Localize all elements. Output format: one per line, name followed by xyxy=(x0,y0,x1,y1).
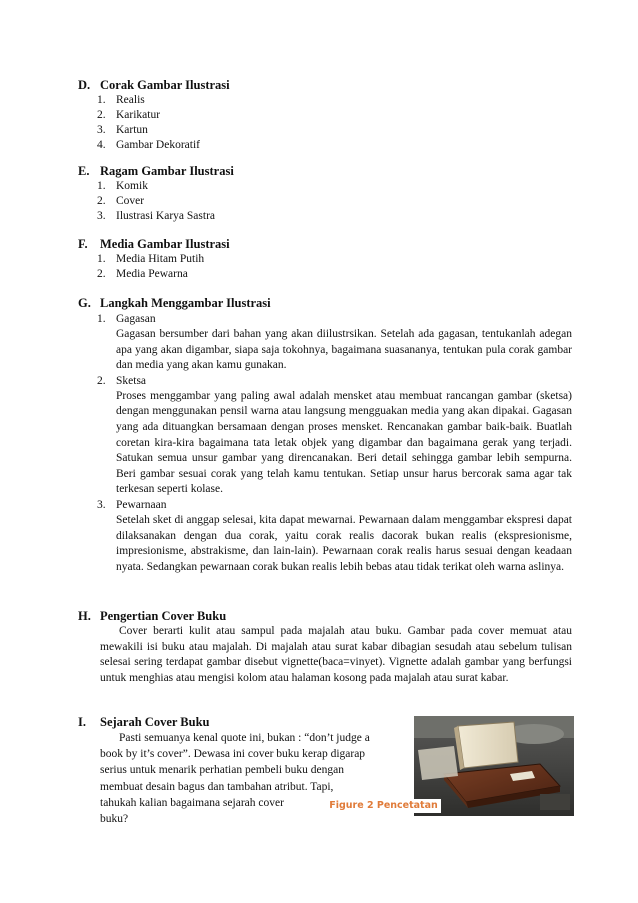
section-d-letter: D. xyxy=(78,78,91,92)
section-f xyxy=(78,237,572,282)
section-f-list xyxy=(78,252,572,282)
section-i-letter: I. xyxy=(78,715,86,729)
section-e-letter: E. xyxy=(78,164,90,178)
section-h-heading xyxy=(78,609,572,624)
section-d-title: Corak Gambar Ilustrasi xyxy=(100,78,230,92)
section-f-title: Media Gambar Ilustrasi xyxy=(100,237,230,251)
section-d-list xyxy=(78,93,572,153)
section-h xyxy=(78,609,572,686)
step-pewarnaan xyxy=(78,498,572,575)
step-title: 3. Pewarnaan xyxy=(97,498,167,511)
section-h-title: Pengertian Cover Buku xyxy=(100,609,227,623)
section-d xyxy=(78,78,572,153)
step-title: 1. Gagasan xyxy=(97,313,156,325)
step-title: 2. Sketsa xyxy=(97,374,147,387)
text-line: buku? xyxy=(100,813,129,826)
list-item: 1. Media Hitam Putih xyxy=(97,253,205,265)
list-item: 1. Realis xyxy=(97,94,145,106)
section-f-heading xyxy=(78,237,572,252)
section-i-title: Sejarah Cover Buku xyxy=(100,715,210,729)
section-e-title: Ragam Gambar Ilustrasi xyxy=(100,164,234,178)
text-line: serius untuk menarik perhatian pembeli buku dengan xyxy=(100,764,344,777)
step-text: Proses menggambar yang paling awal adalah mensket atau membuat rancangan gambar (sketsa) dengan menggunakan pensil warna atau langsung mengguakan media yang akan dipakai. Gagasan yang ada dituangkan bersamaan dengan proses mensket. Rencanakan gambar baik-baik. Buatlah coretan kira-kira bagaimana tata letak objek yang digambar dan bagaimana gerak yang terjadi. Satukan semua unsur gambar yang direncanakan. Beri detail sehingga gambar lebih sempurna. Beri gambar sesuai corak yang telah kamu tentukan. Setiap unsur harus bercorak sama agar tak terkesan seperti kolase. xyxy=(116,389,572,496)
section-g xyxy=(78,296,572,575)
section-h-text: Cover berarti kulit atau sampul pada majalah atau buku. Gambar pada cover memuat atau mewakili isi buku atau majalah. Di majalah atau surat kabar dibagian sesudah atau sebelum tulisan selesai sering terdapat gambar disebut vignette(baca=vinyet). Vignette adalah gambar yang berfungsi untuk menghias atau mengisi kolom atau halaman kosong pada majalah atau surat kabar. xyxy=(100,625,572,684)
step-text: Gagasan bersumber dari bahan yang akan diilustrsikan. Setelah ada gagasan, tentukanlah adegan apa yang akan digambar, siapa saja tokohnya, bagaimana suasananya, tentukan pula corak gambar dan media yang akan kamu gunakan. xyxy=(116,328,572,372)
section-d-heading xyxy=(78,78,572,93)
step-gagasan xyxy=(78,312,572,374)
list-item: 3. Kartun xyxy=(97,124,148,136)
section-e-heading xyxy=(78,164,572,179)
list-item: 1. Komik xyxy=(97,180,148,192)
text-line: membuat desain bagus dan tambahan atribut. Tapi, xyxy=(100,780,334,793)
list-item: 4. Gambar Dekoratif xyxy=(97,139,200,151)
figure-caption: Figure 2 Pencetatan xyxy=(326,799,441,813)
section-g-heading xyxy=(78,296,572,311)
list-item: 2. Karikatur xyxy=(97,109,161,121)
section-i-heading xyxy=(78,715,408,730)
section-g-letter: G. xyxy=(78,296,91,310)
section-e xyxy=(78,164,572,224)
list-item: 2. Cover xyxy=(97,195,145,207)
text-line: tahukah kalian bagaimana sejarah cover xyxy=(100,796,284,809)
section-f-letter: F. xyxy=(78,237,88,251)
section-e-list xyxy=(78,179,572,224)
section-g-title: Langkah Menggambar Ilustrasi xyxy=(100,296,271,310)
list-item: 3. Ilustrasi Karya Sastra xyxy=(97,210,215,222)
text-line: Pasti semuanya kenal quote ini, bukan : “don’t judge a xyxy=(119,732,370,744)
list-item: 2. Media Pewarna xyxy=(97,268,188,280)
step-sketsa xyxy=(78,374,572,498)
section-h-letter: H. xyxy=(78,609,91,623)
step-text: Setelah sket di anggap selesai, kita dapat mewarnai. Pewarnaan dalam menggambar ekspresi dapat dilaksanakan dengan dua corak, yaitu corak realis dacorak bukan realis (ekspresionisme, impresionisme, abstrakisme, dan lain-lain). Pewarnaan corak realis harus sesuai dengan keadaan nyata. Sedangkan pewarnaan corak bukan realis lebih bebas atau tidak terikat oleh warna aslinya. xyxy=(116,513,572,573)
text-line: book by it’s cover”. Dewasa ini cover buku kerap digarap xyxy=(100,748,366,761)
